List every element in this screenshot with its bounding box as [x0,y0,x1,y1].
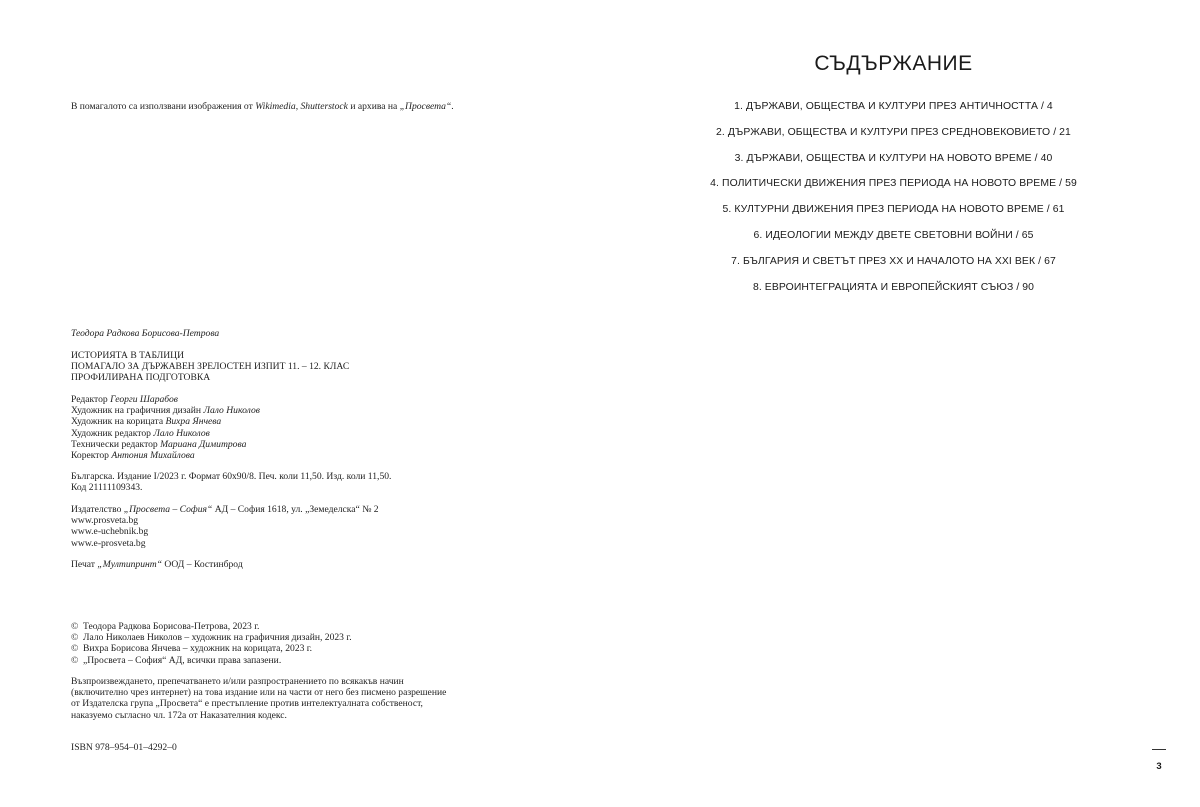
rights-line: (включително чрез интернет) на това издание или на части от него без писмено разрешение [71,687,447,699]
book-title-block [71,350,349,384]
edition-line: Код 21111109343. [71,482,143,494]
copyright-icon: © [71,621,79,632]
staff-line: Редактор Георги Шарабов [71,394,178,405]
right-page [600,0,1200,807]
rights-line: наказуемо съгласно чл. 172а от Наказателния кодекс. [71,709,287,721]
toc-item: 4. ПОЛИТИЧЕСКИ ДВИЖЕНИЯ ПРЕЗ ПЕРИОДА НА НОВОТО ВРЕМЕ / 59 [710,178,1077,190]
copyright-block [71,621,352,666]
edition-info [71,471,391,493]
rights-line: от Издателска група „Просвета“ е престъпление против интелектуалната собственост, [71,698,423,710]
staff-line: Художник на графичния дизайн Лало Николов [71,405,260,417]
credit-source-wikimedia: Wikimedia [255,101,296,112]
credit-middle: и архива на [347,101,400,112]
credit-source-prosveta: „Просвета“ [399,101,452,112]
website-link: www.e-uchebnik.bg [71,526,149,538]
publisher-info [71,504,379,549]
credit-separator: , [295,101,301,112]
copyright-icon: © [71,643,79,655]
staff-line: Коректор Антония Михайлова [71,450,195,462]
website-link: www.prosveta.bg [71,515,139,527]
copyright-icon: © [71,632,79,644]
staff-line: Художник на корицата Вихра Янчева [71,416,222,428]
isbn: ISBN 978–954–01–4292–0 [71,742,177,753]
staff-line: Технически редактор Мариана Димитрова [71,438,247,450]
copyright-line: © Вихра Борисова Янчева – художник на корицата, 2023 г. [71,643,313,655]
toc-item: 6. ИДЕОЛОГИИ МЕЖДУ ДВЕТЕ СВЕТОВНИ ВОЙНИ / 65 [753,229,1034,241]
rights-line: Възпроизвеждането, препечатването и/или разпространението по всякакъв начин [71,676,404,687]
website-link: www.e-prosveta.bg [71,537,146,549]
staff-line: Художник редактор Лало Николов [71,427,210,439]
toc-title: СЪДЪРЖАНИЕ [814,52,973,75]
copyright-icon: © [71,654,79,666]
publisher-line: Издателство „Просвета – София“ АД – София 1618, ул. „Земеделска“ № 2 [71,504,379,515]
page-number: 3 [1156,761,1162,772]
copyright-line: © „Просвета – София“ АД, всички права запазени. [71,654,282,666]
toc-item: 2. ДЪРЖАВИ, ОБЩЕСТВА И КУЛТУРИ ПРЕЗ СРЕДНОВЕКОВИЕТО / 21 [716,126,1071,138]
credit-source-shutterstock: Shutterstock [300,101,348,112]
author-name: Теодора Радкова Борисова-Петрова [71,328,220,339]
toc-item: 5. КУЛТУРНИ ДВИЖЕНИЯ ПРЕЗ ПЕРИОДА НА НОВОТО ВРЕМЕ / 61 [722,204,1065,216]
page-number-rule [1152,749,1166,750]
copyright-line: © Лало Николаев Николов – художник на графичния дизайн, 2023 г. [71,632,352,644]
toc-item: 8. ЕВРОИНТЕГРАЦИЯТА И ЕВРОПЕЙСКИЯТ СЪЮЗ / 90 [752,281,1035,293]
credit-suffix: . [451,101,454,112]
title-line: ПОМАГАЛО ЗА ДЪРЖАВЕН ЗРЕЛОСТЕН ИЗПИТ 11. – 12. КЛАС [71,361,350,373]
toc-list [600,100,1187,306]
copyright-line: © Теодора Радкова Борисова-Петрова, 2023 г. [71,621,260,632]
rights-notice [71,676,446,721]
printer-info: Печат „Мултипринт“ ООД – Костинброд [71,559,243,570]
title-line: ПРОФИЛИРАНА ПОДГОТОВКА [71,372,211,384]
edition-line: Българска. Издание I/2023 г. Формат 60х90/8. Печ. коли 11,50. Изд. коли 11,50. [71,471,392,482]
image-credits-note [71,101,454,112]
staff-credits [71,394,260,461]
title-line: ИСТОРИЯТА В ТАБЛИЦИ [71,350,185,361]
toc-item: 3. ДЪРЖАВИ, ОБЩЕСТВА И КУЛТУРИ НА НОВОТО ВРЕМЕ / 40 [734,152,1053,164]
credit-prefix: В помагалото са използвани изображения от [71,101,256,112]
toc-item: 7. БЪЛГАРИЯ И СВЕТЪТ ПРЕЗ XX И НАЧАЛОТО НА XXI ВЕК / 67 [731,255,1056,267]
toc-item: 1. ДЪРЖАВИ, ОБЩЕСТВА И КУЛТУРИ ПРЕЗ АНТИЧНОСТТА / 4 [734,101,1053,112]
